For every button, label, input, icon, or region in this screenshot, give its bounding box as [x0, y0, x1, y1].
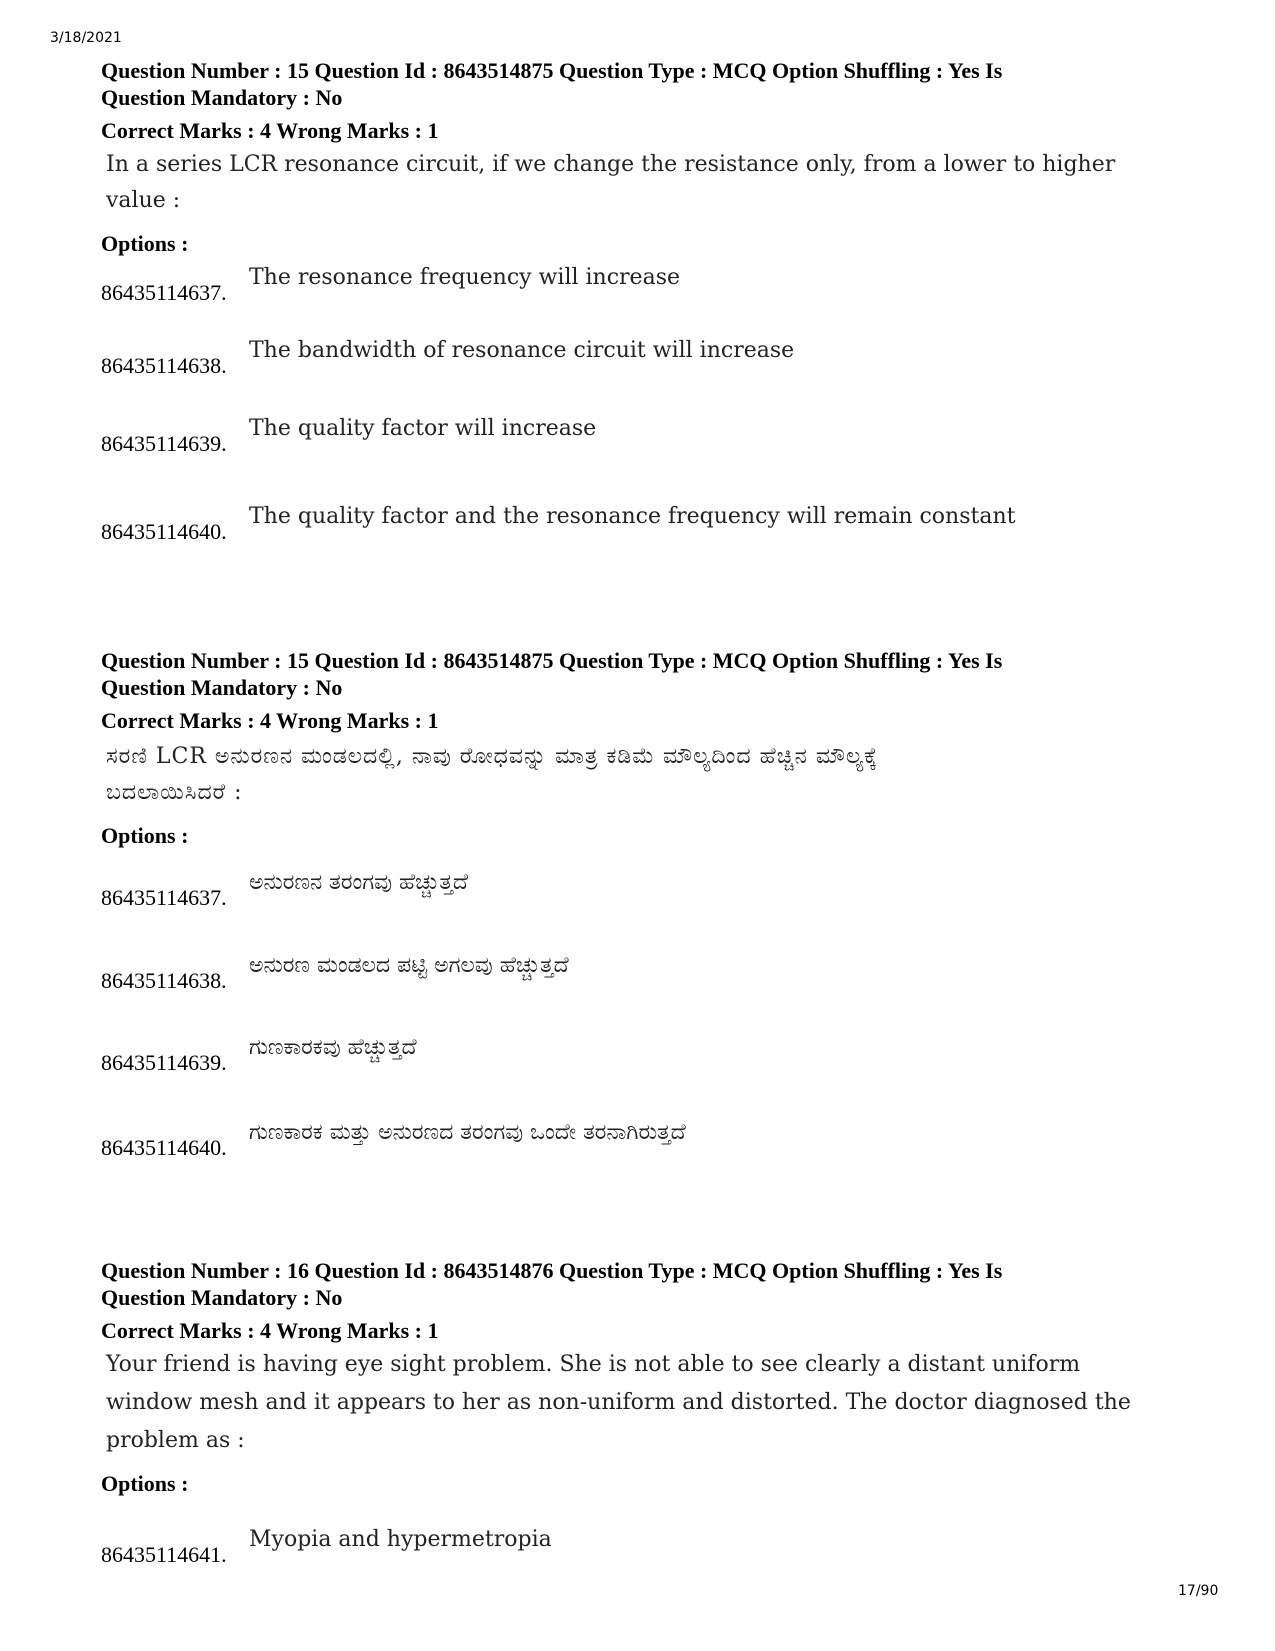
option-row — [101, 1035, 1101, 1075]
option-text: ಗುಣಕಾರಕ ಮತ್ತು ಅನುರಣದ ತರಂಗವು ಒಂದೇ ತರನಾಗಿರುತ್ತದೆ — [249, 1120, 686, 1145]
option-text: ಅನುರಣನ ತರಂಗವು ಹೆಚ್ಚುತ್ತದೆ — [249, 870, 469, 895]
question-text-line: Your friend is having eye sight problem. She is not able to see clearly a distant uniform — [106, 1352, 1081, 1377]
question-header-line: Question Number : 15 Question Id : 8643514875 Question Type : MCQ Option Shuffling : Yes Is — [101, 648, 1003, 673]
question-block — [101, 1257, 1181, 1497]
option-text: The quality factor and the resonance frequency will remain constant — [249, 504, 1016, 529]
question-marks: Correct Marks : 4 Wrong Marks : 1 — [101, 1318, 439, 1343]
option-row — [101, 338, 1101, 378]
option-id: 86435114638. — [101, 968, 227, 993]
question-text-line: window mesh and it appears to her as non-uniform and distorted. The doctor diagnosed the — [106, 1390, 1131, 1415]
option-row — [101, 265, 1101, 305]
option-id: 86435114637. — [101, 280, 227, 305]
option-row — [101, 870, 1101, 910]
option-text: The bandwidth of resonance circuit will increase — [249, 338, 795, 363]
question-header-line: Question Number : 16 Question Id : 8643514876 Question Type : MCQ Option Shuffling : Yes Is — [101, 1258, 1003, 1283]
options-label: Options : — [101, 823, 189, 848]
option-id: 86435114639. — [101, 1050, 227, 1075]
question-text-line: ಸರಣಿ LCR ಅನುರಣನ ಮಂಡಲದಲ್ಲಿ, ನಾವು ರೋಧವನ್ನು ಮಾತ್ರ ಕಡಿಮೆ ಮೌಲ್ಯದಿಂದ ಹೆಚ್ಚಿನ ಮೌಲ್ಯಕ್ಕೆ — [106, 744, 879, 769]
question-marks: Correct Marks : 4 Wrong Marks : 1 — [101, 708, 439, 733]
question-text-line: In a series LCR resonance circuit, if we change the resistance only, from a lower to higher — [106, 152, 1116, 177]
option-row — [101, 1120, 1101, 1160]
question-block — [101, 647, 1181, 849]
options-label: Options : — [101, 231, 189, 256]
question-text-line: problem as : — [106, 1428, 245, 1453]
option-id: 86435114639. — [101, 431, 227, 456]
options-label: Options : — [101, 1471, 189, 1496]
option-text: The quality factor will increase — [249, 416, 597, 441]
option-id: 86435114637. — [101, 885, 227, 910]
print-date: 3/18/2021 — [50, 30, 122, 46]
option-id: 86435114640. — [101, 1135, 227, 1160]
option-id: 86435114641. — [101, 1542, 227, 1567]
option-row — [101, 416, 1101, 456]
option-row — [101, 953, 1101, 993]
question-marks: Correct Marks : 4 Wrong Marks : 1 — [101, 118, 439, 143]
option-row — [101, 1527, 1101, 1567]
option-text: Myopia and hypermetropia — [249, 1527, 552, 1552]
question-mandatory-line: Question Mandatory : No — [101, 675, 343, 700]
option-text: ಅನುರಣ ಮಂಡಲದ ಪಟ್ಟಿ ಅಗಲವು ಹೆಚ್ಚುತ್ತದೆ — [249, 953, 569, 978]
option-text: The resonance frequency will increase — [249, 265, 680, 290]
option-row — [101, 504, 1101, 544]
option-text: ಗುಣಕಾರಕವು ಹೆಚ್ಚುತ್ತದೆ — [249, 1035, 417, 1060]
question-header-line: Question Number : 15 Question Id : 8643514875 Question Type : MCQ Option Shuffling : Yes Is — [101, 58, 1003, 83]
question-mandatory-line: Question Mandatory : No — [101, 85, 343, 110]
question-mandatory-line: Question Mandatory : No — [101, 1285, 343, 1310]
option-id: 86435114638. — [101, 353, 227, 378]
question-block — [101, 57, 1181, 257]
page-number: 17/90 — [1178, 1583, 1219, 1599]
question-text-line: value : — [106, 188, 181, 213]
option-id: 86435114640. — [101, 519, 227, 544]
question-text-line: ಬದಲಾಯಿಸಿದರೆ : — [106, 780, 243, 805]
